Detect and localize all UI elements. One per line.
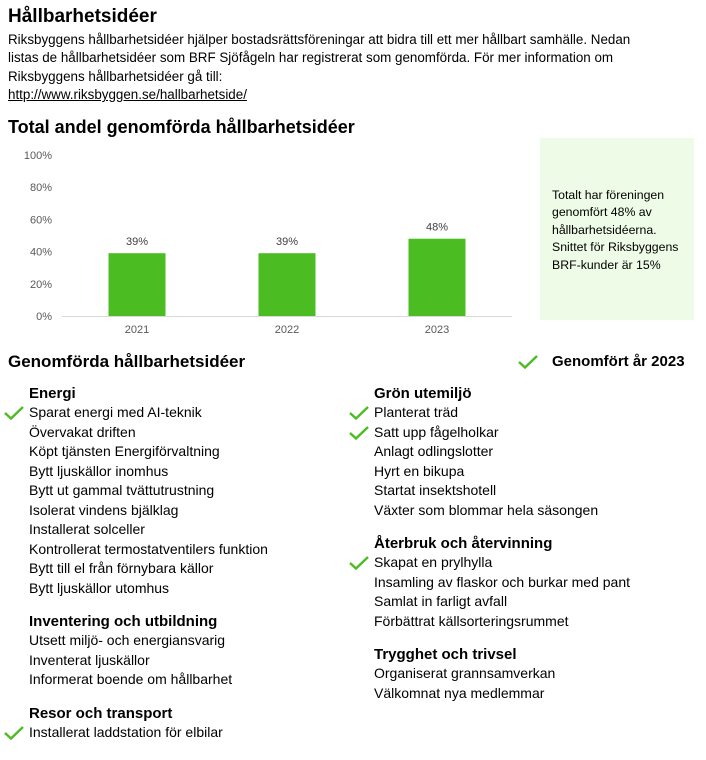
idea-item	[0, 462, 268, 482]
checkmark-icon	[349, 426, 369, 440]
idea-label: Skapat en prylhylla	[374, 554, 493, 570]
idea-label: Välkomnat nya medlemmar	[374, 684, 545, 701]
idea-label: Utsett miljö- och energiansvarig	[29, 632, 226, 648]
idea-label: Insamling av flaskor och burkar med pant	[374, 573, 631, 590]
idea-label: Satt upp fågelholkar	[374, 423, 499, 440]
data-label: 39%	[275, 236, 299, 249]
idea-item	[345, 442, 630, 462]
idea-item	[345, 501, 630, 521]
page-title: Hållbarhetsidéer	[8, 6, 157, 27]
idea-item	[0, 520, 268, 540]
info-link[interactable]: http://www.riksbyggen.se/hallbarhetside/	[8, 87, 247, 103]
x-tick-label: 2023	[424, 324, 450, 336]
idea-item	[0, 540, 268, 560]
category-title: Återbruk och återvinning	[374, 535, 553, 552]
idea-item	[345, 462, 630, 482]
idea-item	[345, 592, 630, 612]
intro-line: listas de hållbarhetsidéer som BRF Sjöfågeln har registrerat som genomförda. För mer information om	[8, 50, 614, 66]
idea-item	[0, 501, 268, 521]
y-tick-label: 100%	[23, 150, 52, 162]
idea-label: Övervakat driften	[29, 423, 136, 440]
idea-label: Samlat in farligt avfall	[374, 593, 508, 609]
idea-label: Växter som blommar hela säsongen	[374, 501, 599, 518]
category-title: Grön utemiljö	[374, 385, 472, 402]
idea-item	[0, 559, 268, 579]
idea-category	[0, 612, 268, 690]
idea-item	[0, 423, 268, 443]
idea-item	[345, 573, 630, 593]
idea-item	[345, 612, 630, 632]
category-title: Trygghet och trivsel	[374, 646, 517, 663]
idea-item	[345, 684, 630, 704]
ideas-title: Genomförda hållbarhetsidéer	[8, 352, 246, 371]
idea-item	[0, 481, 268, 501]
idea-label: Sparat energi med AI-teknik	[29, 404, 202, 420]
info-box: Totalt har föreningen genomfört 48% av hållbarhetsidéerna. Snittet för Riksbyggens BRF-kunder är 15%	[540, 138, 694, 320]
idea-item	[0, 442, 268, 462]
y-tick-label: 60%	[29, 214, 52, 227]
idea-category	[345, 384, 630, 520]
idea-item	[345, 423, 630, 443]
chart-title: Total andel genomförda hållbarhetsidéer	[8, 117, 355, 137]
idea-label: Inventerat ljuskällor	[29, 651, 150, 668]
y-tick-label: 0%	[36, 311, 52, 323]
legend-label: Genomfört år 2023	[552, 353, 685, 370]
x-tick-label: 2021	[124, 324, 150, 336]
idea-label: Bytt ut gammal tvättutrustning	[29, 482, 215, 498]
idea-label: Planterat träd	[374, 404, 459, 420]
checkmark-icon	[518, 355, 538, 369]
y-tick-label: 80%	[29, 182, 52, 195]
idea-category	[345, 534, 630, 631]
data-label: 48%	[425, 221, 449, 234]
idea-label: Informerat boende om hållbarhet	[29, 671, 233, 687]
idea-category	[345, 645, 630, 703]
y-tick-label: 40%	[29, 246, 52, 259]
checkmark-icon	[349, 406, 369, 420]
idea-label: Bytt ljuskällor utomhus	[29, 579, 170, 596]
intro-line: Riksbyggens hållbarhetsidéer hjälper bostadsrättsföreningar att bidra till ett mer hållbart samhälle. Nedan	[8, 32, 631, 47]
idea-label: Förbättrat källsorteringsrummet	[374, 612, 569, 629]
legend	[518, 353, 685, 370]
bar-2023	[409, 239, 466, 316]
idea-item	[345, 664, 630, 684]
intro-line: Riksbyggens hållbarhetsidéer gå till:	[8, 68, 223, 84]
idea-item	[0, 670, 268, 690]
idea-label: Startat insektshotell	[374, 482, 497, 498]
idea-item	[0, 579, 268, 599]
checkmark-icon	[4, 726, 24, 740]
category-title: Inventering och utbildning	[29, 613, 218, 630]
y-tick-label: 20%	[29, 278, 52, 291]
bar-chart	[0, 140, 530, 340]
idea-category	[0, 384, 268, 598]
category-title: Resor och transport	[29, 704, 173, 722]
bar-2021	[109, 253, 166, 316]
idea-item	[0, 651, 268, 671]
category-title: Energi	[29, 385, 76, 402]
idea-label: Installerat solceller	[29, 521, 145, 537]
idea-label: Organiserat grannsamverkan	[374, 665, 556, 681]
idea-item	[0, 723, 268, 743]
idea-item	[345, 403, 630, 423]
checkmark-icon	[4, 406, 24, 420]
idea-label: Isolerat vindens bjälklag	[29, 501, 179, 518]
ideas-column-right	[345, 384, 630, 717]
idea-item	[0, 631, 268, 651]
idea-label: Anlagt odlingslotter	[374, 443, 494, 459]
idea-label: Installerat laddstation för elbilar	[29, 723, 223, 740]
idea-label: Kontrollerat termostatventilers funktion	[29, 540, 268, 557]
idea-label: Bytt till el från förnybara källor	[29, 560, 214, 576]
idea-category	[0, 704, 268, 743]
intro-text	[8, 31, 698, 105]
idea-label: Hyrt en bikupa	[374, 462, 465, 479]
idea-item	[345, 553, 630, 573]
idea-label: Bytt ljuskällor inomhus	[29, 462, 169, 479]
idea-label: Köpt tjänsten Energiförvaltning	[29, 443, 220, 459]
bar-2022	[259, 253, 316, 316]
x-tick-label: 2022	[274, 324, 300, 336]
idea-item	[0, 403, 268, 423]
idea-item	[345, 481, 630, 501]
ideas-column-left	[0, 384, 268, 756]
checkmark-icon	[349, 556, 369, 570]
data-label: 39%	[125, 236, 149, 249]
